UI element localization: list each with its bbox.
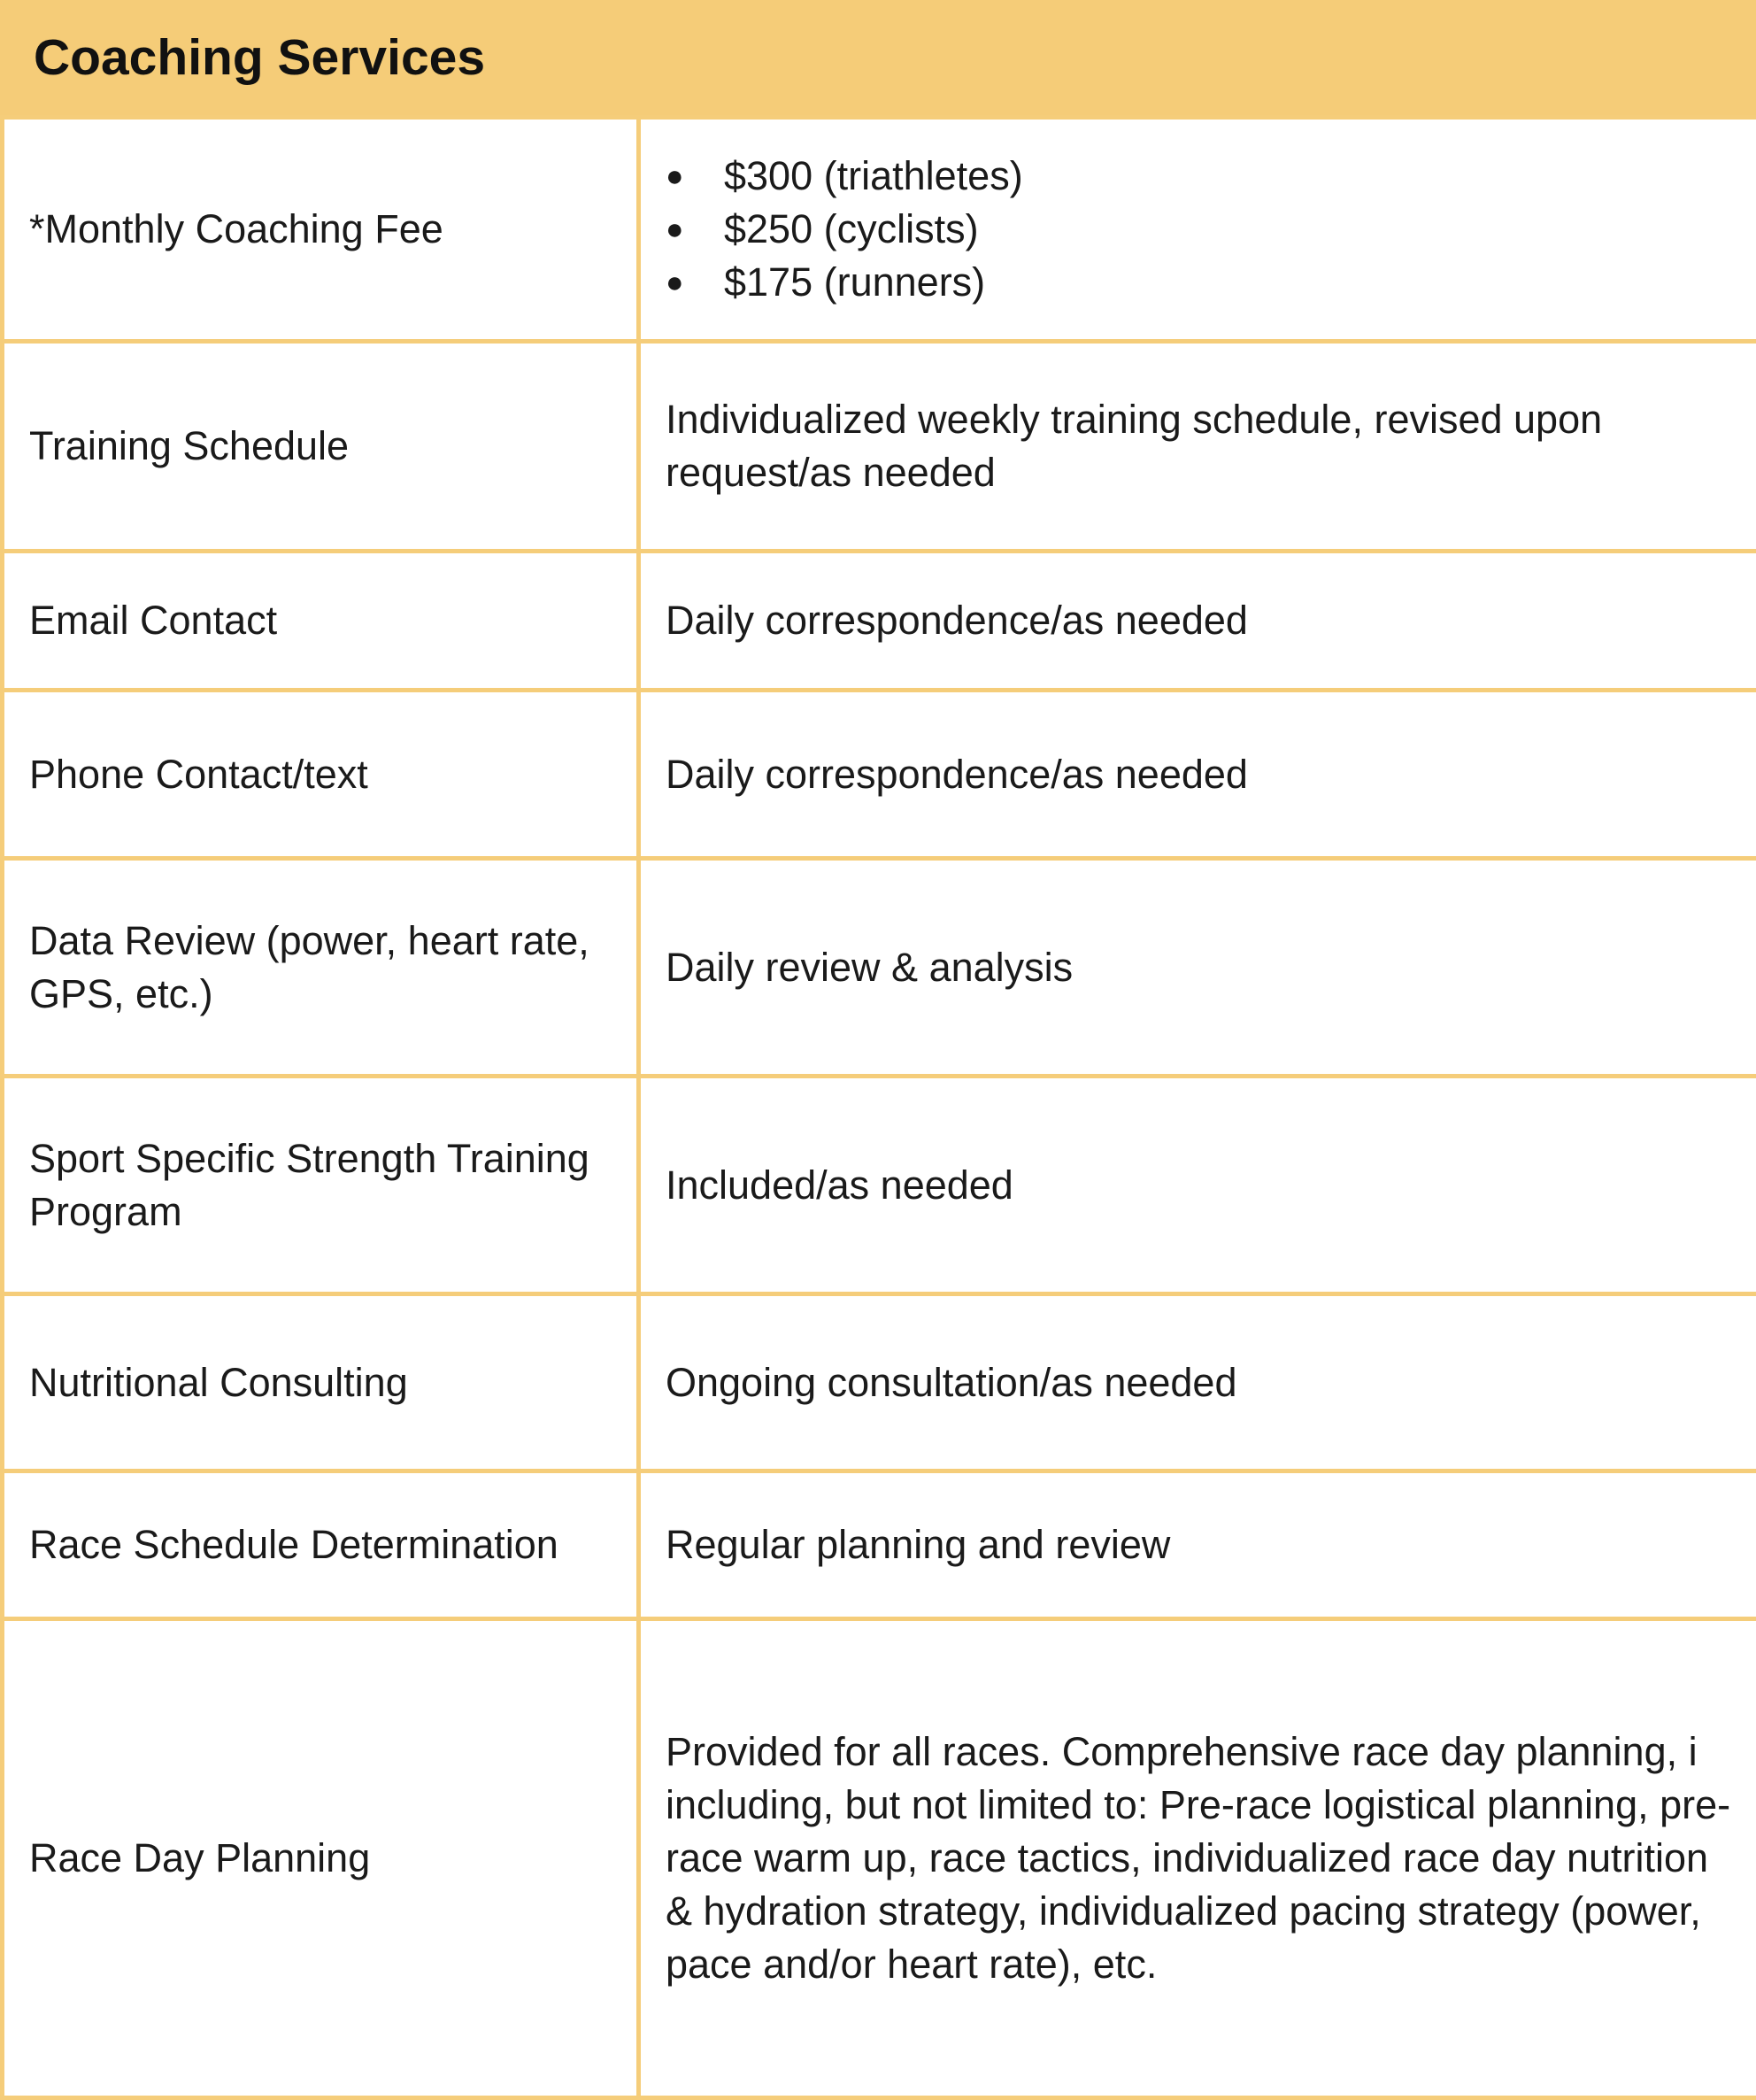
row-value: Daily review & analysis — [639, 859, 1756, 1077]
row-label: Sport Specific Strength Training Program — [3, 1077, 639, 1294]
table-row — [3, 342, 1756, 552]
section-header — [0, 0, 1756, 115]
list-item — [724, 203, 1735, 256]
row-value: Ongoing consultation/as needed — [639, 1294, 1756, 1471]
fee-item-text: $175 (runners) — [724, 259, 985, 305]
section-title: Coaching Services — [34, 0, 485, 115]
coaching-services-table — [0, 115, 1756, 2100]
row-value: Regular planning and review — [639, 1471, 1756, 1619]
row-label: Nutritional Consulting — [3, 1294, 639, 1471]
row-value: Included/as needed — [639, 1077, 1756, 1294]
bullet-icon: ● — [666, 150, 724, 203]
list-item — [724, 256, 1735, 309]
list-item — [724, 150, 1735, 203]
table-row — [3, 552, 1756, 691]
row-value: Daily correspondence/as needed — [639, 691, 1756, 859]
table-row — [3, 859, 1756, 1077]
row-label: Race Day Planning — [3, 1619, 639, 2098]
bullet-icon: ● — [666, 256, 724, 309]
fee-item-text: $300 (triathletes) — [724, 153, 1023, 198]
bullet-icon: ● — [666, 203, 724, 256]
row-value: Individualized weekly training schedule, revised upon request/as needed — [639, 342, 1756, 552]
table-row — [3, 1619, 1756, 2098]
table-row — [3, 1077, 1756, 1294]
table-row — [3, 1471, 1756, 1619]
table-row — [3, 1294, 1756, 1471]
row-value: Provided for all races. Comprehensive race day planning, i including, but not limited to: Pre-race logistical planning, pre-race warm up, race tactics, individualized race day nutrition & hydration strategy, individualized pacing strategy (power, pace and/or heart rate), etc. — [639, 1619, 1756, 2098]
row-label: Email Contact — [3, 552, 639, 691]
row-label: Data Review (power, heart rate, GPS, etc.) — [3, 859, 639, 1077]
row-value — [639, 118, 1756, 342]
row-label: Phone Contact/text — [3, 691, 639, 859]
fee-item-text: $250 (cyclists) — [724, 206, 979, 251]
fee-list — [666, 150, 1735, 309]
row-label: Training Schedule — [3, 342, 639, 552]
row-label: *Monthly Coaching Fee — [3, 118, 639, 342]
row-label: Race Schedule Determination — [3, 1471, 639, 1619]
table-row — [3, 691, 1756, 859]
row-value: Daily correspondence/as needed — [639, 552, 1756, 691]
table-row — [3, 118, 1756, 342]
